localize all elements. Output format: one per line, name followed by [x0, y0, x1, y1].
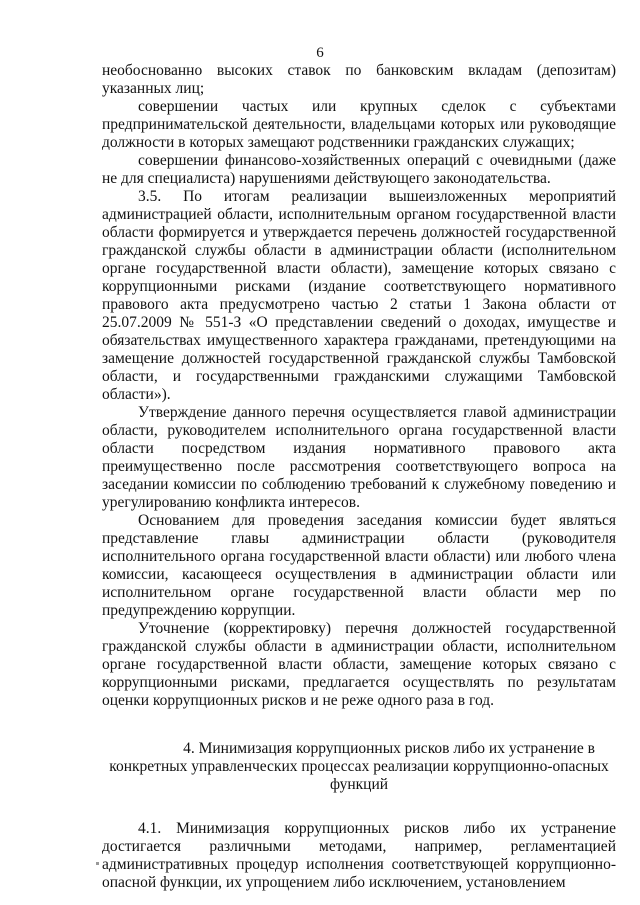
scan-speck: [96, 862, 99, 865]
paragraph-section-4-1: 4.1. Минимизация коррупционных рисков либо их устранение достигается различными методами, например, регламентацией административных процедур исполнения соответствующей коррупционно-опасной функции, их упрощением либо исключением, установлением: [102, 820, 616, 891]
paragraph-section-3-5: 3.5. По итогам реализации вышеизложенных мероприятий администрацией области, исполнительным органом государственной власти области формируется и утверждается перечень должностей государственной гражданской службы области в администрации области (исполнительном органе государственной власти области), замещение которых связано с коррупционными рисками (издание соответствующего нормативного правового акта предусмотрено частью 2 статьи 1 Закона области от 25.07.2009 № 551-З «О представлении сведений о доходах, имуществе и обязательствах имущественного характера гражданами, претендующими на замещение должностей государственной гражданской службы Тамбовской области, и государственными гражданскими служащими Тамбовской области»).: [102, 188, 616, 403]
paragraph: Основанием для проведения заседания комиссии будет являться представление главы администрации области (руководителя исполнительного органа государственной власти области) или любого члена комиссии, касающееся осуществления в администрации области или исполнительном органе государственной власти области мер по предупреждению коррупции.: [102, 512, 616, 619]
paragraph: Утверждение данного перечня осуществляется главой администрации области, руководителем исполнительного органа государственной власти области посредством издания нормативного правового акта преимущественно после рассмотрения соответствующего вопроса на заседании комиссии по соблюдению требований к служебному поведению и урегулированию конфликта интересов.: [102, 404, 616, 511]
paragraph: Уточнение (корректировку) перечня должностей государственной гражданской службы области в администрации области, исполнительном органе государственной власти области, замещение которых связано с коррупционными рисками, предлагается осуществлять по результатам оценки коррупционных рисков и не реже одного раза в год.: [102, 620, 616, 709]
paragraph: совершении частых или крупных сделок с субъектами предпринимательской деятельности, владельцами которых или руководящие должности в которых замещают родственники гражданских служащих;: [102, 98, 616, 151]
section-heading-line-3: функций: [329, 776, 389, 793]
section-heading-line-2: конкретных управленческих процессах реализации коррупционно-опасных: [109, 758, 609, 775]
paragraph: совершении финансово-хозяйственных операций с очевидными (даже не для специалиста) нарушениями действующего законодательства.: [102, 152, 616, 187]
section-heading: [102, 740, 616, 794]
document-body: [102, 62, 616, 892]
section-heading-line-1: 4. Минимизация коррупционных рисков либо их устранение в: [183, 740, 595, 757]
page-number: 6: [316, 45, 324, 61]
paragraph: необоснованно высоких ставок по банковским вкладам (депозитам) указанных лиц;: [102, 62, 616, 97]
